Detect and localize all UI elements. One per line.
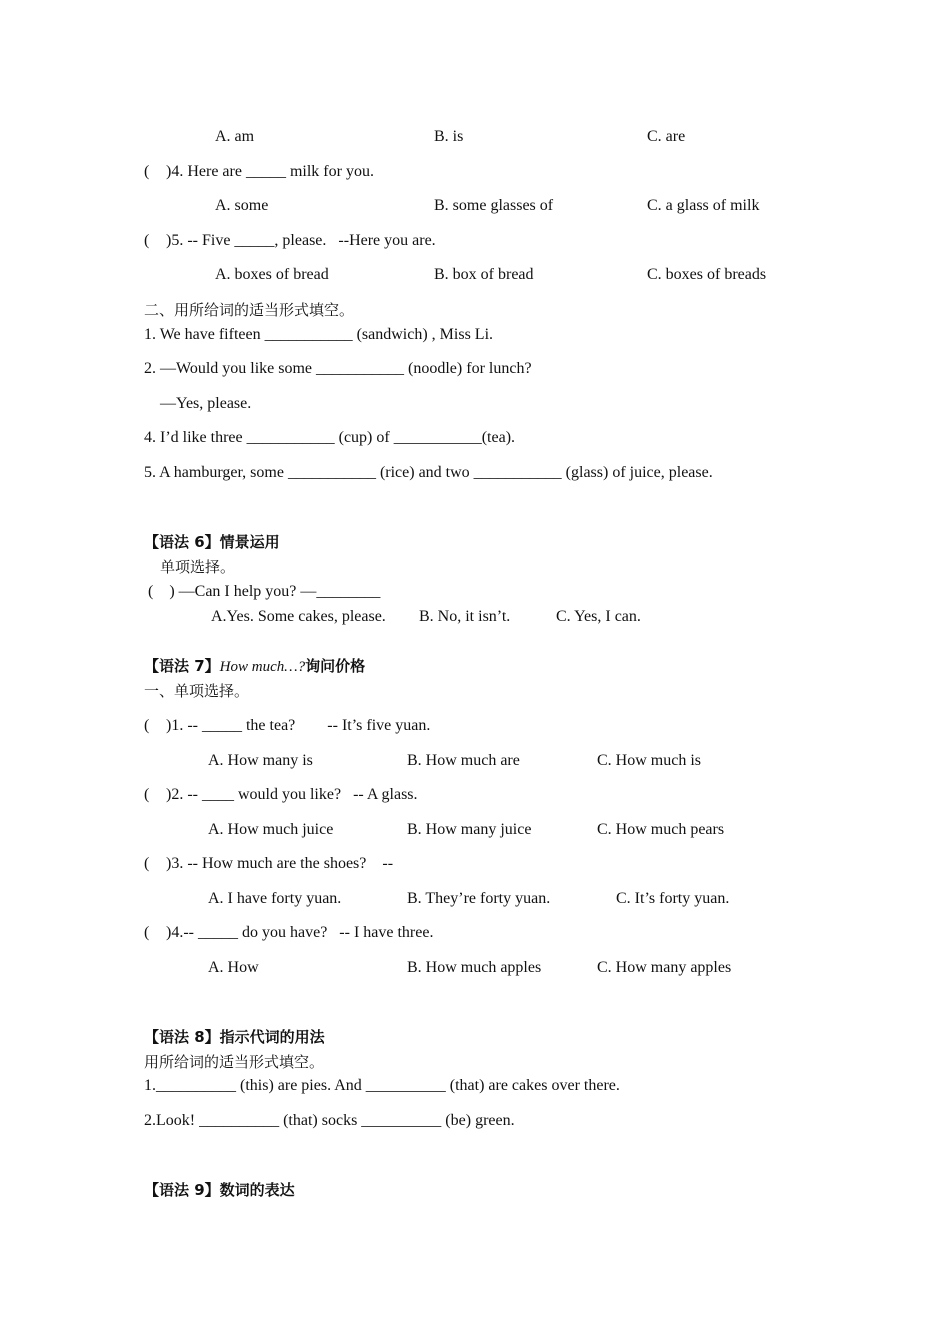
g7-q4-number: )4. — [166, 924, 184, 941]
q5-option-b: B. box of bread — [434, 266, 534, 283]
grammar7-heading — [144, 656, 365, 677]
part2-item-1: 1. We have fifteen ___________ (sandwich) , Miss Li. — [144, 326, 494, 343]
g7-q3-number: )3. — [166, 855, 184, 872]
q5-option-a: A. boxes of bread — [215, 266, 329, 283]
q5-paren: ( — [144, 232, 150, 249]
g7-q1-paren: ( — [144, 717, 150, 734]
g7-q2-option-c: C. How much pears — [597, 821, 725, 838]
g7-q1-number: )1. — [166, 717, 184, 734]
g7-q2-paren: ( — [144, 786, 150, 803]
g7-q1-option-a: A. How many is — [208, 752, 313, 769]
part2-item-2: 2. —Would you like some ___________ (noodle) for lunch? — [144, 360, 532, 377]
grammar6-heading: 【语法 6】情景运用 — [144, 533, 280, 551]
q4-text: Here are _____ milk for you. — [183, 163, 374, 180]
q4-paren: ( — [144, 163, 150, 180]
grammar9-heading: 【语法 9】数词的表达 — [144, 1181, 295, 1199]
grammar8-heading: 【语法 8】指示代词的用法 — [144, 1028, 325, 1046]
g7-q2-question — [166, 785, 418, 805]
g7-q1-question — [166, 716, 430, 736]
grammar6-sub: 单项选择。 — [160, 558, 236, 576]
q3-option-b: B. is — [434, 128, 464, 145]
g7-q1-option-b: B. How much are — [407, 752, 520, 769]
part2-item-4: 4. I’d like three ___________ (cup) of ___________(tea). — [144, 429, 516, 446]
q4-number: )4. — [166, 163, 184, 180]
g7-q4-option-b: B. How much apples — [407, 959, 542, 976]
g7-q4-option-c: C. How many apples — [597, 959, 732, 976]
grammar8-item-2: 2.Look! __________ (that) socks __________ (be) green. — [144, 1112, 515, 1129]
grammar8-sub: 用所给词的适当形式填空。 — [144, 1053, 325, 1071]
grammar7-heading-italic: How much…? — [219, 659, 306, 675]
grammar7-heading-prefix: 【语法 7】 — [144, 657, 220, 675]
q5-option-c: C. boxes of breads — [647, 266, 767, 283]
part2-heading: 二、用所给词的适当形式填空。 — [144, 301, 355, 319]
grammar6-option-a: A.Yes. Some cakes, please. — [211, 608, 386, 625]
g7-q2-number: )2. — [166, 786, 184, 803]
g7-q4-option-a: A. How — [208, 959, 259, 976]
q4-option-b: B. some glasses of — [434, 197, 554, 214]
g7-q3-option-c: C. It’s forty yuan. — [616, 890, 730, 907]
g7-q1-text: -- _____ the tea? -- It’s five yuan. — [183, 717, 431, 734]
g7-q2-option-b: B. How many juice — [407, 821, 532, 838]
q4-option-c: C. a glass of milk — [647, 197, 760, 214]
q4-question — [166, 162, 374, 182]
g7-q3-text: -- How much are the shoes? -- — [183, 855, 394, 872]
grammar7-heading-suffix: 询问价格 — [305, 657, 366, 675]
grammar6-option-c: C. Yes, I can. — [556, 608, 641, 625]
g7-q1-option-c: C. How much is — [597, 752, 701, 769]
g7-q4-paren: ( — [144, 924, 150, 941]
q3-option-c: C. are — [647, 128, 686, 145]
g7-q4-text: -- _____ do you have? -- I have three. — [183, 924, 434, 941]
g7-q2-option-a: A. How much juice — [208, 821, 334, 838]
part2-item-2-answer: —Yes, please. — [160, 395, 252, 412]
part2-item-5: 5. A hamburger, some ___________ (rice) and two ___________ (glass) of juice, please. — [144, 464, 713, 481]
q5-question — [166, 231, 436, 251]
g7-q2-text: -- ____ would you like? -- A glass. — [183, 786, 418, 803]
grammar6-question: ( ) —Can I help you? —________ — [148, 583, 381, 600]
grammar8-item-1: 1.__________ (this) are pies. And __________ (that) are cakes over there. — [144, 1077, 620, 1094]
g7-q3-option-b: B. They’re forty yuan. — [407, 890, 551, 907]
g7-q3-paren: ( — [144, 855, 150, 872]
grammar6-option-b: B. No, it isn’t. — [419, 608, 511, 625]
q3-option-a: A. am — [215, 128, 255, 145]
g7-q3-question — [166, 854, 393, 874]
q4-option-a: A. some — [215, 197, 269, 214]
g7-q4-question — [166, 923, 433, 943]
q5-text: -- Five _____, please. --Here you are. — [183, 232, 436, 249]
grammar7-sub: 一、单项选择。 — [144, 682, 250, 700]
q5-number: )5. — [166, 232, 184, 249]
g7-q3-option-a: A. I have forty yuan. — [208, 890, 342, 907]
